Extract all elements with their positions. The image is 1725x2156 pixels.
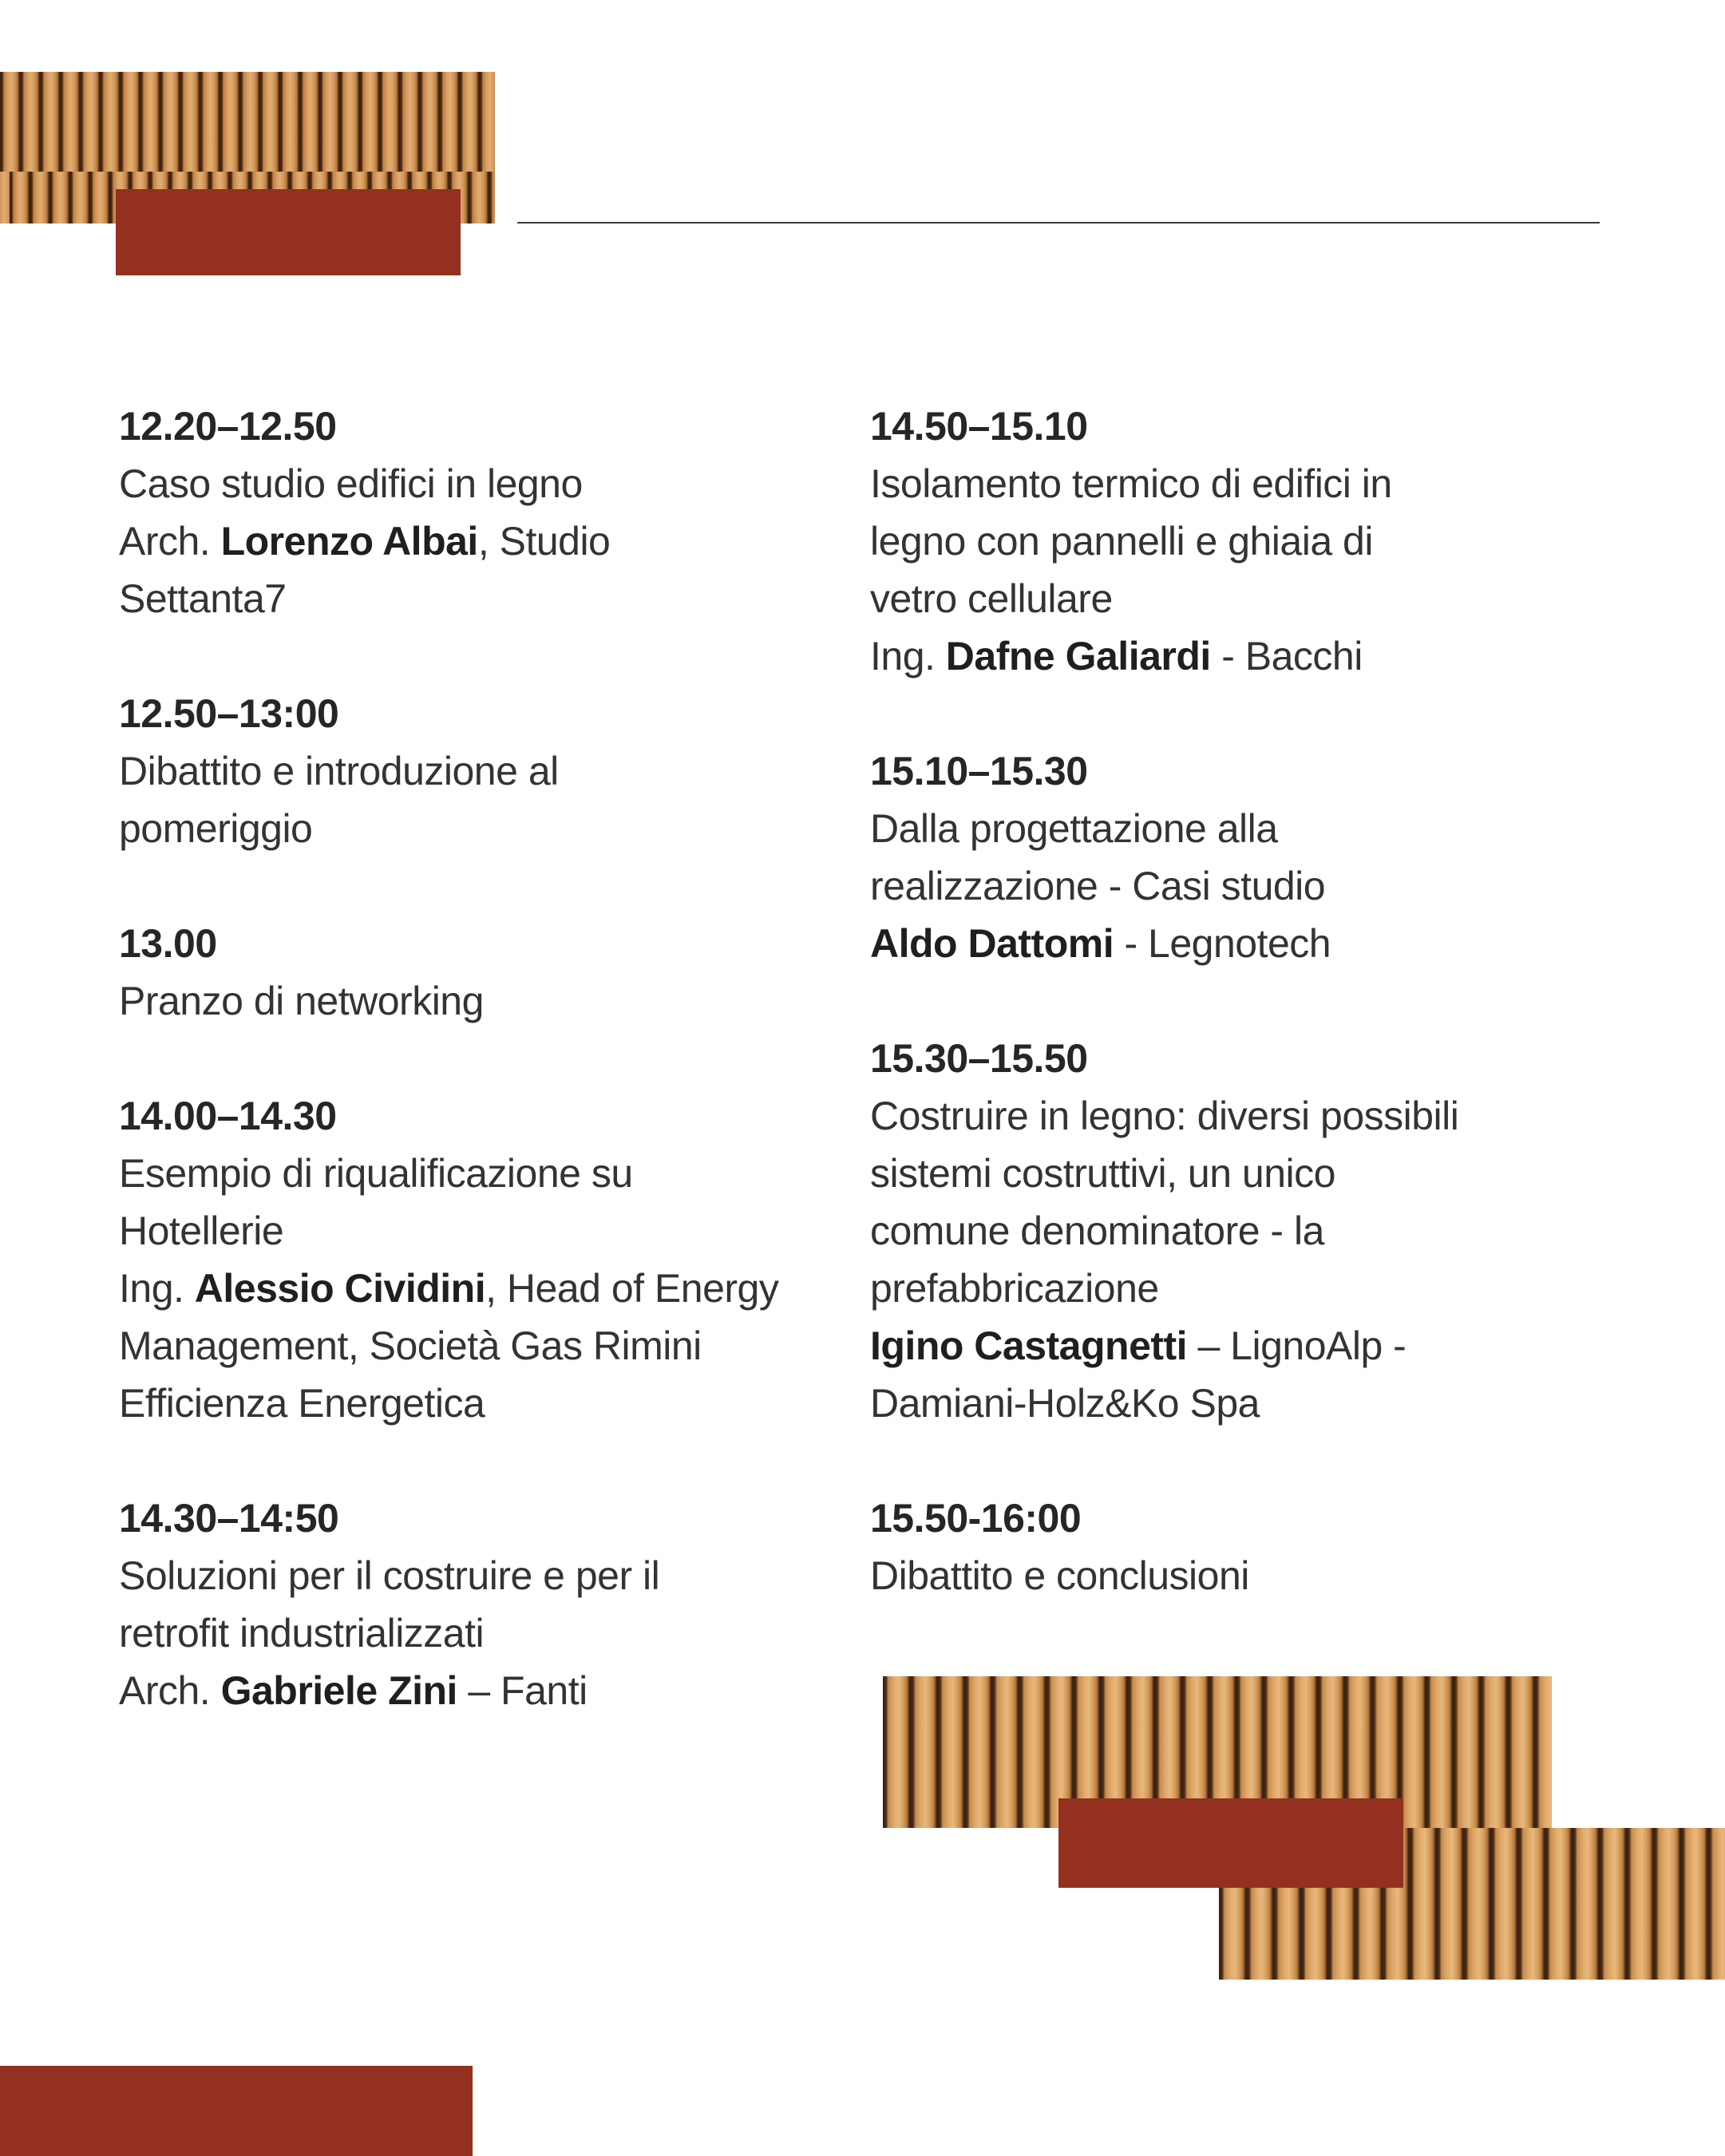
speaker-prefix: Ing. (870, 634, 946, 678)
speaker-name: Alessio Cividini (194, 1266, 486, 1311)
speaker-prefix: Ing. (119, 1266, 195, 1311)
accent-block-top (116, 189, 461, 275)
schedule-column-left (119, 398, 813, 1719)
accent-block-bottom-right (1058, 1798, 1403, 1888)
schedule-entry (119, 1087, 813, 1432)
speaker-prefix: Arch. (119, 519, 221, 564)
session-time: 15.50-16:00 (870, 1496, 1082, 1541)
speaker-affiliation: - Legnotech (1114, 921, 1331, 966)
schedule-column-right (870, 398, 1589, 1604)
session-time: 12.20–12.50 (119, 404, 337, 449)
session-title-line: Dibattito e conclusioni (870, 1553, 1249, 1598)
schedule-entry (870, 1030, 1589, 1432)
speaker-affiliation: – LignoAlp - (1187, 1323, 1407, 1368)
speaker-affiliation: – Fanti (457, 1668, 588, 1713)
schedule-entry (870, 1489, 1589, 1604)
session-title-line: Costruire in legno: diversi possibili (870, 1094, 1459, 1138)
session-time: 15.10–15.30 (870, 749, 1088, 793)
speaker-affiliation: , Head of Energy (485, 1266, 779, 1311)
session-title-line: comune denominatore - la (870, 1209, 1324, 1253)
speaker-affiliation: - Bacchi (1210, 634, 1363, 678)
session-title-line: Isolamento termico di edifici in (870, 461, 1392, 506)
session-title-line: Esempio di riqualificazione su (119, 1151, 633, 1196)
speaker-prefix: Arch. (119, 1668, 221, 1713)
session-time: 12.50–13:00 (119, 691, 339, 736)
speaker-affiliation-line: Settanta7 (119, 576, 287, 621)
session-time: 14.50–15.10 (870, 404, 1088, 449)
speaker-affiliation: , Studio (477, 519, 611, 564)
speaker-name: Igino Castagnetti (870, 1323, 1188, 1368)
speaker-name: Lorenzo Albai (220, 519, 478, 564)
speaker-affiliation-line: Efficienza Energetica (119, 1381, 485, 1426)
session-title-line: prefabbricazione (870, 1266, 1159, 1311)
speaker-line (119, 1260, 813, 1317)
schedule-entry (119, 685, 813, 857)
speaker-name: Dafne Galiardi (945, 634, 1211, 678)
schedule-entry (870, 742, 1589, 972)
speaker-line (870, 1317, 1589, 1375)
schedule-entry (119, 915, 813, 1030)
header-divider (517, 222, 1600, 224)
speaker-name: Gabriele Zini (220, 1668, 457, 1713)
session-title-line: Dibattito e introduzione al (119, 749, 559, 793)
session-title-line: Soluzioni per il costruire e per il (119, 1553, 660, 1598)
session-time: 14.30–14:50 (119, 1496, 339, 1541)
schedule-entry (119, 398, 813, 627)
session-title-line: Dalla progettazione alla (870, 806, 1278, 851)
session-title-line: Pranzo di networking (119, 979, 484, 1023)
session-time: 15.30–15.50 (870, 1036, 1088, 1081)
schedule-entry (119, 1489, 813, 1719)
session-time: 14.00–14.30 (119, 1094, 337, 1138)
speaker-line (119, 1662, 813, 1719)
speaker-affiliation-line: Management, Società Gas Rimini (119, 1323, 702, 1368)
session-title-line: Hotellerie (119, 1209, 284, 1253)
speaker-line (870, 915, 1589, 972)
session-title-line: legno con pannelli e ghiaia di (870, 519, 1373, 564)
speaker-line (870, 627, 1589, 685)
session-title-line: pomeriggio (119, 806, 313, 851)
speaker-name: Aldo Dattomi (870, 921, 1114, 966)
session-title-line: Caso studio edifici in legno (119, 461, 583, 506)
speaker-affiliation-line: Damiani-Holz&Ko Spa (870, 1381, 1260, 1426)
accent-block-bottom-left (0, 2066, 473, 2156)
session-title-line: vetro cellulare (870, 576, 1113, 621)
session-title-line: sistemi costruttivi, un unico (870, 1151, 1335, 1196)
schedule-entry (870, 398, 1589, 685)
session-time: 13.00 (119, 921, 217, 966)
session-title-line: retrofit industrializzati (119, 1611, 485, 1656)
speaker-line (119, 512, 813, 570)
session-title-line: realizzazione - Casi studio (870, 864, 1326, 908)
